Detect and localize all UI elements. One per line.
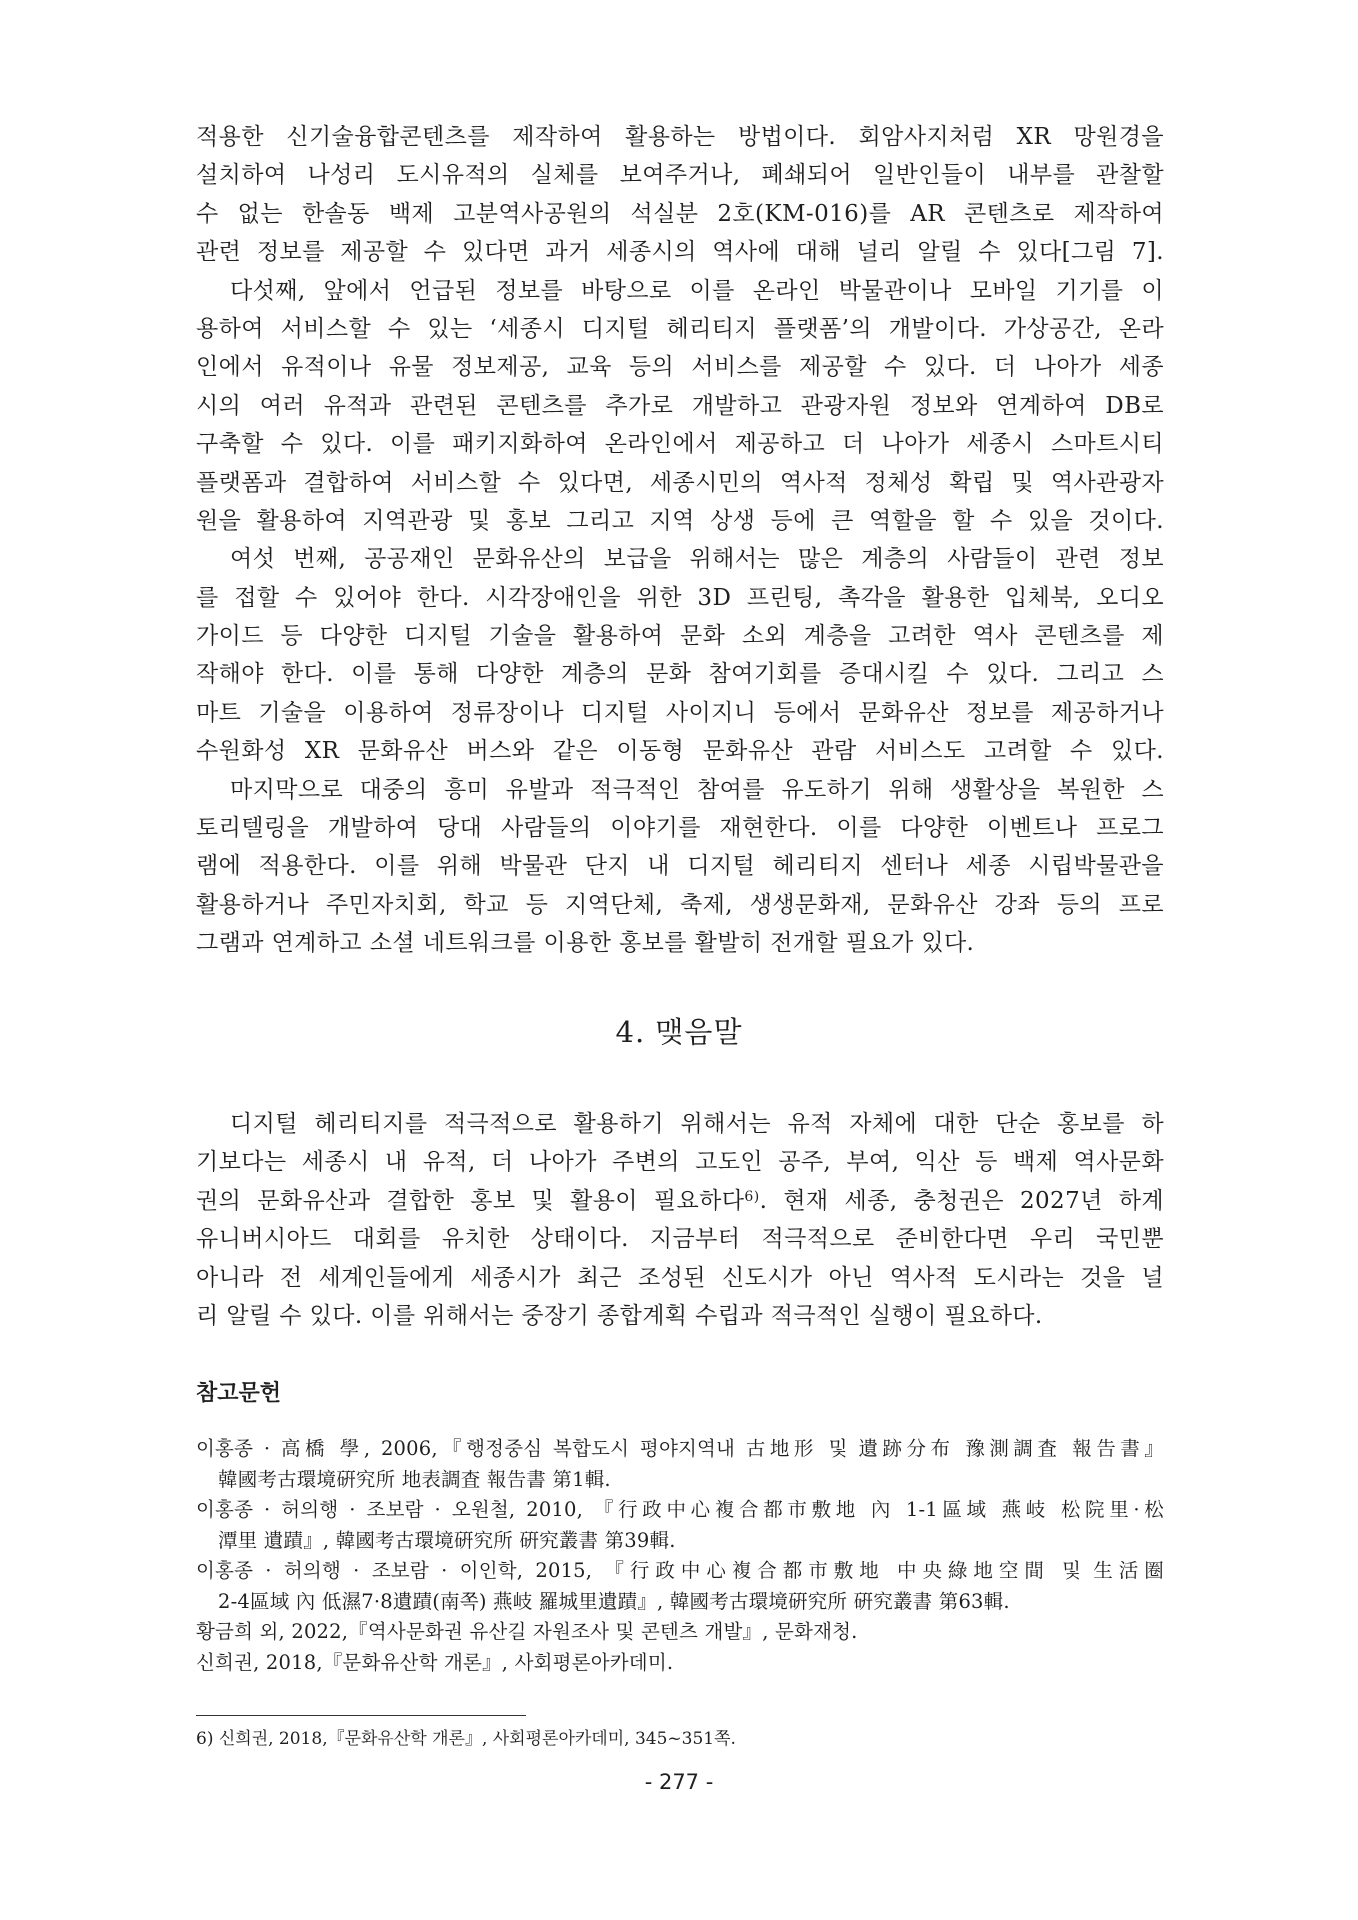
body-section-proposals (196, 118, 1164, 963)
paragraph-line: 원을 활용하여 지역관광 및 홍보 그리고 지역 상생 등에 큰 역할을 할 수 있을 것이다. (196, 507, 1164, 534)
paragraph-line: 다섯째, 앞에서 언급된 정보를 바탕으로 이를 온라인 박물관이나 모바일 기기를 이 (230, 277, 1164, 304)
paragraph-line: 시의 여러 유적과 관련된 콘텐츠를 추가로 개발하고 관광자원 정보와 연계하여 DB로 (196, 392, 1164, 419)
paragraph-line: 적용한 신기술융합콘텐츠를 제작하여 활용하는 방법이다. 회암사지처럼 XR 망원경을 (196, 124, 1164, 150)
paragraph-line: 가이드 등 다양한 디지털 기술을 활용하여 문화 소외 계층을 고려한 역사 콘텐츠를 제 (196, 623, 1164, 650)
paragraph-line: 인에서 유적이나 유물 정보제공, 교육 등의 서비스를 제공할 수 있다. 더 나아가 세종 (196, 354, 1164, 381)
paragraph-line: 램에 적용한다. 이를 위해 박물관 단지 내 디지털 헤리티지 센터나 세종 시립박물관을 (196, 853, 1164, 880)
paragraph-line: 작해야 한다. 이를 통해 다양한 계층의 문화 참여기회를 증대시킬 수 있다. 그리고 스 (196, 661, 1164, 688)
reference-line: 이홍종 · 高橋 學, 2006,『행정중심 복합도시 평야지역내 古地形 및 遺跡分布 豫測調査 報告書』 (196, 1437, 1164, 1460)
reference-line: 2-4區域 內 低濕7·8遺蹟(南쪽) 燕岐 羅城里遺蹟』, 韓國考古環境硏究所 硏究叢書 第63輯. (218, 1589, 1010, 1613)
paragraph-line: 를 접할 수 있어야 한다. 시각장애인을 위한 3D 프린팅, 촉각을 활용한 입체북, 오디오 (196, 584, 1164, 611)
paragraph-line: 여섯 번째, 공공재인 문화유산의 보급을 위해서는 많은 계층의 사람들이 관련 정보 (230, 546, 1164, 573)
paragraph-line: 활용하거나 주민자치회, 학교 등 지역단체, 축제, 생생문화재, 문화유산 강좌 등의 프로 (196, 891, 1164, 918)
paragraph-line: 아니라 전 세계인들에게 세종시가 최근 조성된 신도시가 아닌 역사적 도시라는 것을 널 (196, 1264, 1164, 1291)
paragraph-line: 기보다는 세종시 내 유적, 더 나아가 주변의 고도인 공주, 부여, 익산 등 백제 역사문화 (196, 1149, 1164, 1176)
paragraph-line: 관련 정보를 제공할 수 있다면 과거 세종시의 역사에 대해 널리 알릴 수 있다[그림 7]. (196, 239, 1164, 266)
paragraph-line: 구축할 수 있다. 이를 패키지화하여 온라인에서 제공하고 더 나아가 세종시 스마트시티 (196, 431, 1164, 458)
reference-line: 韓國考古環境硏究所 地表調査 報告書 第1輯. (218, 1467, 611, 1491)
footnote-divider (196, 1715, 526, 1716)
paragraph-line: 용하여 서비스할 수 있는 ‘세종시 디지털 헤리티지 플랫폼’의 개발이다. 가상공간, 온라 (196, 315, 1164, 342)
references-title: 참고문헌 (196, 1381, 282, 1406)
paragraph-line: 리 알릴 수 있다. 이를 위해서는 중장기 종합계획 수립과 적극적인 실행이 필요하다. (196, 1302, 1043, 1329)
footnote: 6) 신희권, 2018,『문화유산학 개론』, 사회평론아카데미, 345~351쪽. (196, 1729, 736, 1749)
paragraph-line: 수원화성 XR 문화유산 버스와 같은 이동형 문화유산 관람 서비스도 고려할 수 있다. (196, 738, 1164, 765)
footnote-ref: 6) (744, 1188, 760, 1205)
reference-line: 이홍종 · 허의행 · 조보람 · 오원철, 2010, 『行政中心複合都市敷地 內 1-1區域 燕岐 松院里·松 (196, 1498, 1164, 1521)
paragraph-line (196, 1182, 1164, 1220)
references-list (196, 1434, 1164, 1678)
line-text: 권의 문화유산과 결합한 홍보 및 활용이 필요하다 (196, 1187, 745, 1214)
reference-line: 황금희 외, 2022,『역사문화권 유산길 자원조사 및 콘텐츠 개발』, 문화재청. (196, 1620, 858, 1643)
body-section-conclusion (196, 1105, 1164, 1335)
paragraph-line: 플랫폼과 결합하여 서비스할 수 있다면, 세종시민의 역사적 정체성 확립 및 역사관광자 (196, 469, 1164, 496)
paragraph-line: 설치하여 나성리 도시유적의 실체를 보여주거나, 폐쇄되어 일반인들이 내부를 관찰할 (196, 162, 1164, 189)
line-text: . 현재 세종, 충청권은 2027년 하계 (759, 1187, 1164, 1214)
paragraph-line: 마지막으로 대중의 흥미 유발과 적극적인 참여를 유도하기 위해 생활상을 복원한 스 (230, 776, 1164, 803)
paragraph-line: 유니버시아드 대회를 유치한 상태이다. 지금부터 적극적으로 준비한다면 우리 국민뿐 (196, 1226, 1164, 1253)
reference-line: 신희권, 2018,『문화유산학 개론』, 사회평론아카데미. (196, 1650, 674, 1674)
reference-line: 이홍종 · 허의행 · 조보람 · 이인학, 2015, 『行政中心複合都市敷地 中央綠地空間 및 生活圈 (196, 1559, 1164, 1582)
paragraph-line: 수 없는 한솔동 백제 고분역사공원의 석실분 2호(KM-016)를 AR 콘텐츠로 제작하여 (196, 200, 1164, 227)
paragraph-line: 토리텔링을 개발하여 당대 사람들의 이야기를 재현한다. 이를 다양한 이벤트나 프로그 (196, 815, 1164, 842)
page-number: - 277 - (644, 1770, 714, 1794)
reference-line: 潭里 遺蹟』, 韓國考古環境硏究所 硏究叢書 第39輯. (218, 1528, 676, 1552)
section-heading: 4. 맺음말 (615, 1015, 743, 1049)
paragraph-line: 디지털 헤리티지를 적극적으로 활용하기 위해서는 유적 자체에 대한 단순 홍보를 하 (230, 1111, 1164, 1137)
paragraph-line: 마트 기술을 이용하여 정류장이나 디지털 사이지니 등에서 문화유산 정보를 제공하거나 (196, 699, 1164, 726)
paragraph-line: 그램과 연계하고 소셜 네트워크를 이용한 홍보를 활발히 전개할 필요가 있다. (196, 930, 975, 957)
